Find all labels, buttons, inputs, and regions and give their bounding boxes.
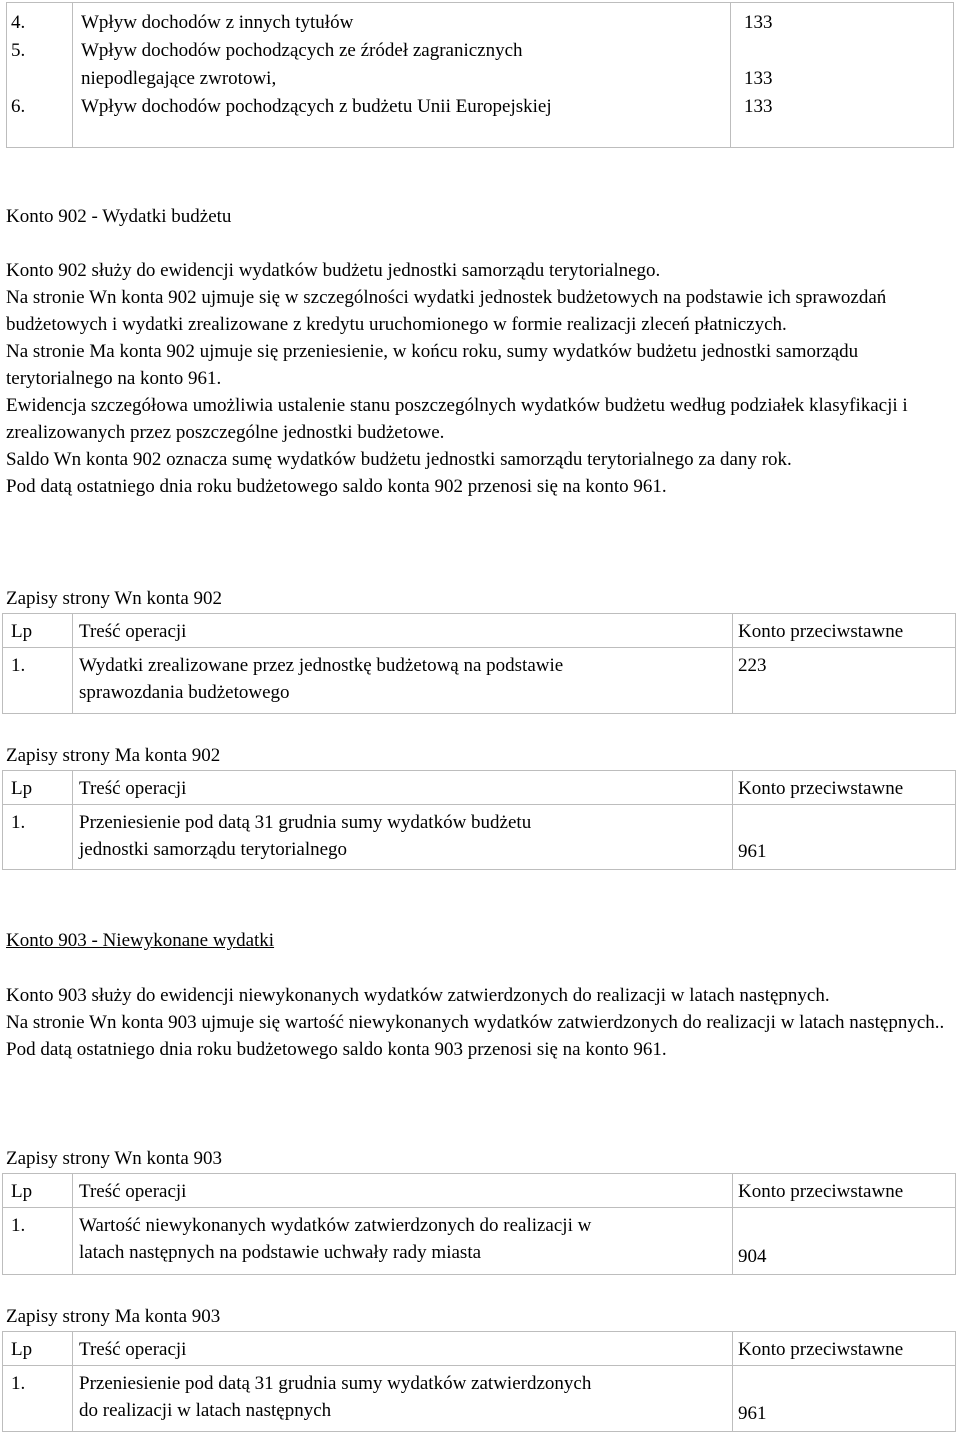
row-lp: 1. — [3, 805, 73, 869]
row-tresc-line: Wartość niewykonanych wydatków zatwierdzonych do realizacji w — [79, 1215, 592, 1236]
header-tresc: Treść operacji — [73, 1174, 733, 1207]
row-tresc-line: Wydatki zrealizowane przez jednostkę budżetową na podstawie — [79, 655, 564, 676]
section-903-heading-text: Konto 903 - Niewykonane wydatki — [6, 930, 275, 951]
row-value: 133 — [744, 12, 773, 33]
header-konto: Konto przeciwstawne — [738, 1339, 904, 1360]
row-lp: 1. — [3, 648, 73, 713]
table-row — [3, 1366, 955, 1431]
paragraph: Konto 903 służy do ewidencji niewykonanych wydatków zatwierdzonych do realizacji w latach następnych. — [6, 985, 830, 1006]
row-lp: 1. — [3, 1208, 73, 1274]
table-row — [3, 805, 955, 869]
income-table-text-column — [73, 3, 731, 147]
section-903-heading — [6, 927, 274, 954]
row-value: 133 — [744, 96, 773, 117]
row-tresc-line: jednostki samorządu terytorialnego — [79, 839, 348, 860]
header-konto: Konto przeciwstawne — [738, 1181, 904, 1202]
section-902-description — [6, 257, 956, 500]
wn-902-table — [2, 613, 956, 714]
row-tresc-line: Przeniesienie pod datą 31 grudnia sumy wydatków zatwierdzonych — [79, 1373, 592, 1394]
paragraph: Pod datą ostatniego dnia roku budżetowego saldo konta 903 przenosi się na konto 961. — [6, 1039, 667, 1060]
row-konto — [733, 1366, 955, 1431]
income-table-value-column — [731, 3, 953, 147]
row-text: Wpływ dochodów pochodzących ze źródeł zagranicznych — [81, 40, 523, 61]
paragraph: Na stronie Wn konta 902 ujmuje się w szczególności wydatki jednostek budżetowych na podstawie ich sprawozdań budżetowych i wydatki zrealizowane z kredytu uruchomionego w formie realizacji zleceń płatniczych. — [6, 287, 887, 335]
header-lp: Lp — [3, 771, 73, 804]
wn-903-table — [2, 1173, 956, 1275]
row-konto-value: 961 — [738, 1403, 767, 1424]
row-konto: 223 — [738, 655, 767, 676]
wn-902-label: Zapisy strony Wn konta 902 — [6, 588, 223, 609]
table-header — [3, 614, 955, 648]
row-konto — [733, 805, 955, 869]
section-903-description — [6, 982, 956, 1063]
header-lp: Lp — [3, 1332, 73, 1365]
row-tresc — [73, 1208, 733, 1274]
row-tresc-line: latach następnych na podstawie uchwały rady miasta — [79, 1242, 482, 1263]
header-konto: Konto przeciwstawne — [738, 778, 904, 799]
row-number: 5. — [11, 40, 26, 61]
row-tresc-line: sprawozdania budżetowego — [79, 682, 290, 703]
header-lp: Lp — [3, 1174, 73, 1207]
paragraph: Pod datą ostatniego dnia roku budżetowego saldo konta 902 przenosi się na konto 961. — [6, 476, 667, 497]
row-text: niepodlegające zwrotowi, — [81, 68, 277, 89]
row-text: Wpływ dochodów z innych tytułów — [81, 12, 354, 33]
ma-902-table — [2, 770, 956, 870]
paragraph: Na stronie Ma konta 902 ujmuje się przeniesienie, w końcu roku, sumy wydatków budżetu jednostki samorządu terytorialnego na konto 961. — [6, 341, 859, 389]
row-number — [11, 65, 72, 93]
section-902-heading: Konto 902 - Wydatki budżetu — [6, 206, 232, 227]
table-header — [3, 771, 955, 805]
row-text: Wpływ dochodów pochodzących z budżetu Unii Europejskiej — [81, 96, 552, 117]
row-tresc-line: Przeniesienie pod datą 31 grudnia sumy wydatków budżetu — [79, 812, 532, 833]
header-tresc: Treść operacji — [73, 771, 733, 804]
row-konto — [733, 1208, 955, 1274]
income-table-number-column — [7, 3, 73, 147]
paragraph: Saldo Wn konta 902 oznacza sumę wydatków budżetu jednostki samorządu terytorialnego za dany rok. — [6, 449, 792, 470]
row-value — [744, 37, 953, 65]
row-konto-value: 904 — [738, 1246, 767, 1267]
row-number: 6. — [11, 96, 26, 117]
ma-903-label: Zapisy strony Ma konta 903 — [6, 1306, 221, 1327]
row-tresc — [73, 1366, 733, 1431]
row-lp: 1. — [3, 1366, 73, 1431]
header-tresc: Treść operacji — [73, 614, 733, 647]
table-header — [3, 1332, 955, 1366]
row-value: 133 — [744, 68, 773, 89]
row-number: 4. — [11, 12, 26, 33]
header-lp: Lp — [3, 614, 73, 647]
wn-903-label: Zapisy strony Wn konta 903 — [6, 1148, 223, 1169]
header-konto: Konto przeciwstawne — [738, 621, 904, 642]
row-tresc — [73, 648, 733, 713]
row-tresc — [73, 805, 733, 869]
table-row — [3, 1208, 955, 1274]
ma-903-table — [2, 1331, 956, 1432]
paragraph: Na stronie Wn konta 903 ujmuje się wartość niewykonanych wydatków zatwierdzonych do realizacji w latach następnych.. — [6, 1012, 945, 1033]
row-konto-value: 961 — [738, 841, 767, 862]
paragraph: Konto 902 służy do ewidencji wydatków budżetu jednostki samorządu terytorialnego. — [6, 260, 661, 281]
table-row — [3, 648, 955, 713]
table-header — [3, 1174, 955, 1208]
paragraph: Ewidencja szczegółowa umożliwia ustalenie stanu poszczególnych wydatków budżetu według podziałek klasyfikacji i zrealizowanych przez poszczególne jednostki budżetowe. — [6, 395, 908, 443]
ma-902-label: Zapisy strony Ma konta 902 — [6, 745, 221, 766]
header-tresc: Treść operacji — [73, 1332, 733, 1365]
row-tresc-line: do realizacji w latach następnych — [79, 1400, 332, 1421]
income-table — [6, 2, 954, 148]
